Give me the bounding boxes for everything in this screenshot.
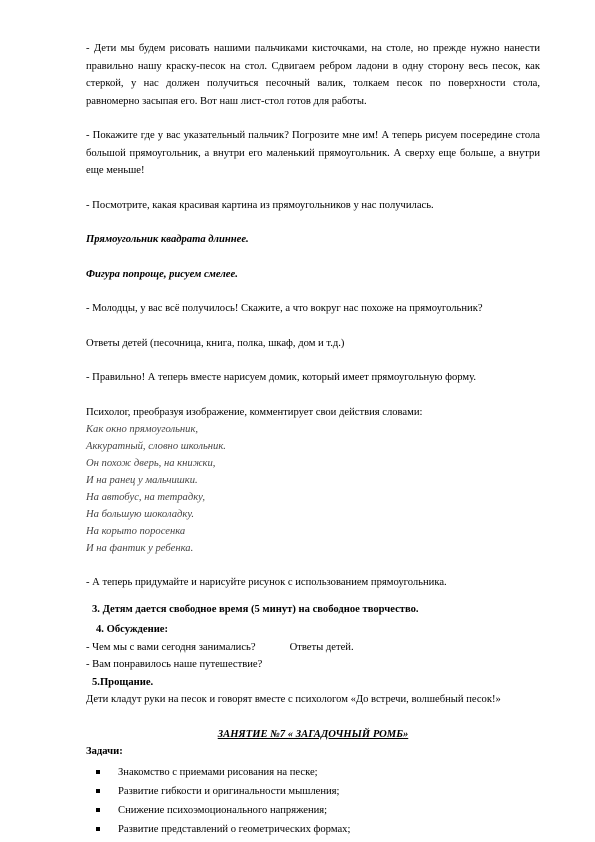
paragraph-psychologist-comment: Психолог, преобразуя изображение, комментирует свои действия словами:	[86, 406, 423, 418]
poem-line: На большую шоколадку.	[86, 509, 194, 520]
poem-line: Аккуратный, словно школьник.	[86, 441, 226, 452]
farewell-text: Дети кладут руки на песок и говорят вместе с психологом «До встречи, волшебный песок!»	[86, 694, 501, 705]
tasks-list	[86, 763, 540, 839]
tasks-heading: Задачи:	[86, 746, 123, 757]
question-answer: Ответы детей.	[289, 641, 354, 653]
discussion-question-1	[86, 639, 540, 657]
lesson-title: ЗАНЯТИЕ №7 « ЗАГАДОЧНЫЙ РОМБ»	[217, 728, 409, 740]
poem-line: На корыто поросенка	[86, 526, 186, 537]
poem	[86, 421, 540, 557]
list-item	[86, 763, 540, 782]
question-text: - Чем мы с вами сегодня занимались?	[86, 641, 256, 653]
paragraph-question: - Молодцы, у вас всё получилось! Скажите, а что вокруг нас похоже на прямоугольник?	[86, 303, 483, 314]
list-item	[86, 801, 540, 820]
paragraph-draw-house: - Правильно! А теперь вместе нарисуем домик, который имеет прямоугольную форму.	[86, 372, 476, 383]
step-5-heading: 5.Прощание.	[92, 676, 154, 688]
poem-line: Он похож дверь, на книжки,	[86, 458, 216, 469]
step-3-heading: 3. Детям дается свободное время (5 минут) на свободное творчество.	[92, 603, 419, 615]
document-page	[86, 40, 540, 839]
bullet-icon	[96, 808, 100, 812]
list-item	[86, 820, 540, 839]
paragraph-sand-preparation: - Дети мы будем рисовать нашими пальчиками кисточками, на столе, но прежде нужно нанести правильно нашу краску-песок на стол. Сдвигаем ребром ладони в одну сторону весь песок, как стеркой, у нас должен получиться песочный валик, толкаем песок по поверхности стола, равномерно засыпая его. Вот наш лист-стол готов для работы.	[86, 43, 540, 107]
poem-line: И на фантик у ребенка.	[86, 543, 194, 554]
discussion-question-2: - Вам понравилось наше путешествие?	[86, 659, 263, 670]
task-text: Снижение психоэмоционального напряжения;	[118, 804, 328, 816]
task-text: Развитие представлений о геометрических формах;	[118, 823, 351, 835]
poem-line: На автобус, на тетрадку,	[86, 492, 205, 503]
paragraph-look-picture: - Посмотрите, какая красивая картина из прямоугольников у нас получилась.	[86, 199, 434, 211]
step-4-heading: 4. Обсуждение:	[96, 624, 169, 635]
rhyme-line-1: Прямоугольник квадрата длиннее.	[86, 234, 249, 245]
paragraph-draw-rectangles: - Покажите где у вас указательный пальчик? Погрозите мне им! А теперь рисуем посередине стола большой прямоугольник, а внутри его маленький прямоугольник. А сверху еще больше, а внутри еще меньше!	[86, 130, 540, 176]
task-text: Знакомство с приемами рисования на песке;	[118, 766, 318, 778]
poem-line: Как окно прямоугольник,	[86, 424, 199, 435]
list-item	[86, 782, 540, 801]
bullet-icon	[96, 789, 100, 793]
bullet-icon	[96, 827, 100, 831]
task-text: Развитие гибкости и оригинальности мышления;	[118, 785, 340, 797]
rhyme-line-2: Фигура попроще, рисуем смелее.	[86, 268, 238, 280]
bullet-icon	[96, 770, 100, 774]
paragraph-invent-drawing: - А теперь придумайте и нарисуйте рисунок с использованием прямоугольника.	[86, 577, 447, 588]
paragraph-children-answers: Ответы детей (песочница, книга, полка, шкаф, дом и т.д.)	[86, 337, 345, 349]
poem-line: И на ранец у мальчишки.	[86, 475, 198, 486]
